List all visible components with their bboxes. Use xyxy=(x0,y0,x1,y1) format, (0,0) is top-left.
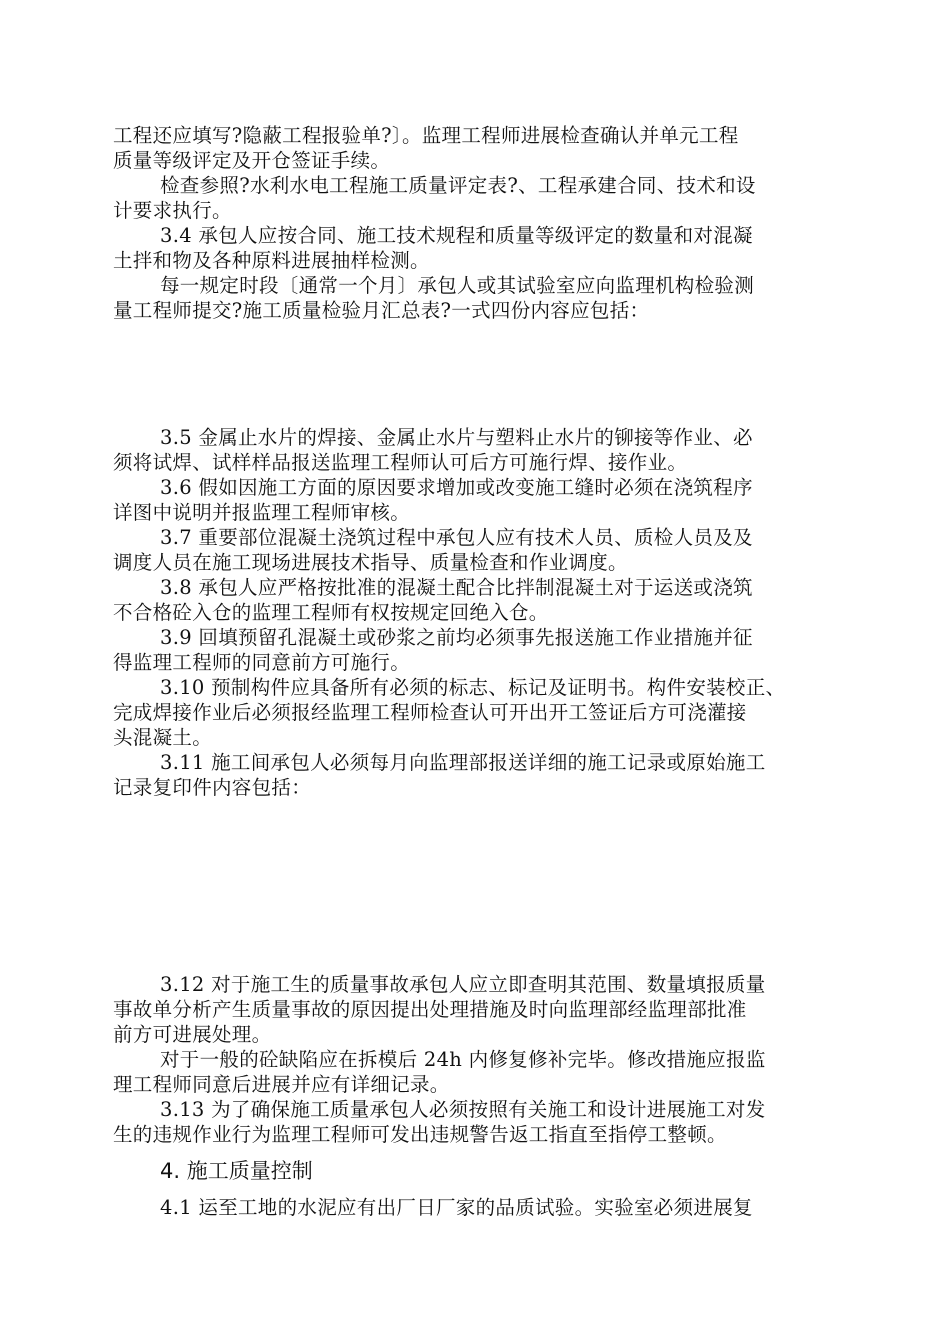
text-line: 量工程师提交?施工质量检验月汇总表?一式四份内容应包括： xyxy=(113,299,650,322)
text-line: 3.6 假如因施工方面的原因要求增加或改变施工缝时必须在浇筑程序 xyxy=(160,476,753,499)
text-line: 3.9 回填预留孔混凝土或砂浆之前均必须事先报送施工作业措施并征 xyxy=(160,626,753,649)
text-line: 每一规定时段〔通常一个月〕承包人或其试验室应向监理机构检验测 xyxy=(160,274,755,297)
text-line: 工程还应填写?隐蔽工程报验单?〕。监理工程师进展检查确认并单元工程 xyxy=(113,124,739,147)
paragraph-inspection-reference xyxy=(113,173,843,223)
text-line: 3.7 重要部位混凝土浇筑过程中承包人应有技术人员、质检人员及及 xyxy=(160,526,753,549)
paragraph-monthly-report xyxy=(113,273,843,323)
text-line: 3.12 对于施工生的质量事故承包人应立即查明其范围、数量填报质量 xyxy=(160,973,766,996)
text-line: 3.5 金属止水片的焊接、金属止水片与塑料止水片的铆接等作业、必 xyxy=(160,426,753,449)
text-line: 对于一般的砼缺陷应在拆模后 24h 内修复修补完毕。修改措施应报监 xyxy=(160,1048,766,1071)
text-line: 详图中说明并报监理工程师审核。 xyxy=(113,501,411,524)
text-line: 调度人员在施工现场进展技术指导、质量检查和作业调度。 xyxy=(113,551,628,574)
paragraph-3-6 xyxy=(113,475,843,525)
text-line: 土拌和物及各种原料进展抽样检测。 xyxy=(113,249,430,272)
paragraph-3-12 xyxy=(113,972,843,1047)
paragraph-4-1 xyxy=(113,1195,843,1220)
text-line: 3.4 承包人应按合同、施工技术规程和质量等级评定的数量和对混凝 xyxy=(160,224,753,247)
paragraph-3-11 xyxy=(113,750,843,800)
paragraph-continuation xyxy=(113,123,843,173)
text-line: 理工程师同意后进展并应有详细记录。 xyxy=(113,1073,450,1096)
text-line: 事故单分析产生质量事故的原因提出处理措施及时向监理部经监理部批准 xyxy=(113,998,747,1021)
text-line: 须将试焊、试样样品报送监理工程师认可后方可施行焊、接作业。 xyxy=(113,451,688,474)
text-line: 检查参照?水利水电工程施工质量评定表?、工程承建合同、技术和设 xyxy=(160,174,756,197)
paragraph-3-13 xyxy=(113,1097,843,1147)
text-line: 3.10 预制构件应具备所有必须的标志、标记及证明书。构件安装校正、 xyxy=(160,676,786,699)
paragraph-3-10 xyxy=(113,675,843,750)
text-line: 得监理工程师的同意前方可施行。 xyxy=(113,651,411,674)
section-heading: 4. 施工质量控制 xyxy=(160,1159,313,1183)
text-line: 质量等级评定及开仓签证手续。 xyxy=(113,149,391,172)
text-line: 完成焊接作业后必须报经监理工程师检查认可开出开工签证后方可浇灌接 xyxy=(113,701,747,724)
text-line: 头混凝土。 xyxy=(113,726,213,749)
text-line: 前方可进展处理。 xyxy=(113,1023,272,1046)
text-line: 3.8 承包人应严格按批准的混凝土配合比拌制混凝土对于运送或浇筑 xyxy=(160,576,753,599)
text-line: 4.1 运至工地的水泥应有出厂日厂家的品质试验。实验室必须进展复 xyxy=(160,1196,753,1219)
paragraph-3-8 xyxy=(113,575,843,625)
paragraph-3-7 xyxy=(113,525,843,575)
text-line: 生的违规作业行为监理工程师可发出违规警告返工指直至指停工整顿。 xyxy=(113,1123,727,1146)
paragraph-3-5 xyxy=(113,425,843,475)
paragraph-3-9 xyxy=(113,625,843,675)
paragraph-3-4 xyxy=(113,223,843,273)
text-line: 3.13 为了确保施工质量承包人必须按照有关施工和设计进展施工对发 xyxy=(160,1098,766,1121)
text-line: 3.11 施工间承包人必须每月向监理部报送详细的施工记录或原始施工 xyxy=(160,751,766,774)
text-line: 计要求执行。 xyxy=(113,199,232,222)
paragraph-minor-defects xyxy=(113,1047,843,1097)
text-line: 不合格砼入仓的监理工程师有权按规定回绝入仓。 xyxy=(113,601,549,624)
text-line: 记录复印件内容包括： xyxy=(113,776,312,799)
